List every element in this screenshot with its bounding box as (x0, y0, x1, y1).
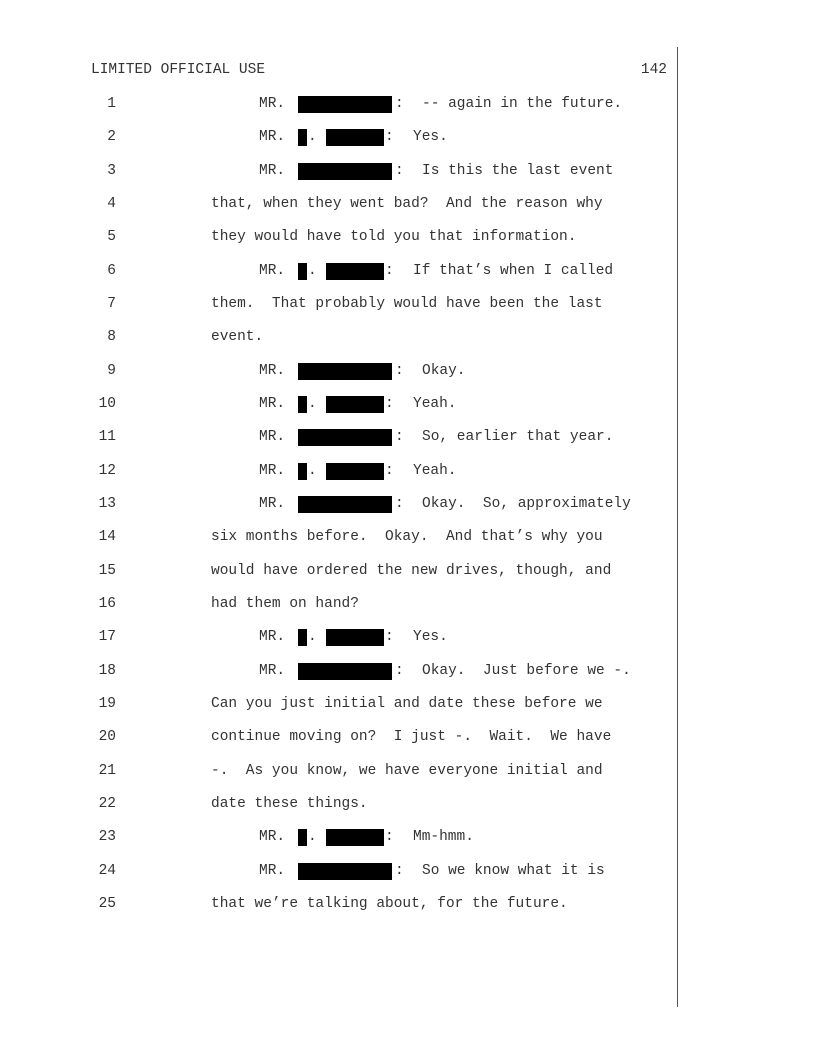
redaction-box (298, 163, 392, 180)
speaker-colon: : (395, 96, 404, 112)
line-text: them. That probably would have been the last (211, 296, 603, 312)
speaker-colon: : (385, 829, 394, 845)
line-number: 13 (98, 496, 116, 512)
transcript-line (0, 427, 677, 447)
page-number: 142 (640, 62, 667, 78)
line-text: -. As you know, we have everyone initial and (211, 763, 603, 779)
transcript-line (0, 394, 677, 414)
redaction-box (326, 829, 384, 846)
transcript-line (0, 261, 677, 281)
line-text: that we’re talking about, for the future. (211, 896, 568, 912)
right-margin-rule (677, 47, 678, 1007)
transcript-line (0, 661, 677, 681)
redaction-box (326, 463, 384, 480)
redaction-box (298, 429, 392, 446)
redaction-box (298, 829, 307, 846)
speaker-prefix: MR. (259, 629, 286, 645)
speaker-prefix: MR. (259, 863, 286, 879)
line-number: 22 (98, 796, 116, 812)
line-number: 2 (107, 129, 116, 145)
transcript-line (0, 861, 677, 881)
line-number: 18 (98, 663, 116, 679)
transcript-line (0, 227, 677, 247)
transcript-line (0, 694, 677, 714)
redaction-box (326, 629, 384, 646)
line-number: 5 (107, 229, 116, 245)
speaker-colon: : (395, 429, 404, 445)
speaker-colon: : (385, 629, 394, 645)
line-text: Can you just initial and date these before we (211, 696, 603, 712)
line-text: If that’s when I called (413, 263, 614, 279)
line-text: Mm-hmm. (413, 829, 474, 845)
line-number: 23 (98, 829, 116, 845)
line-text: Yes. (413, 629, 448, 645)
line-number: 24 (98, 863, 116, 879)
redaction-box (298, 96, 392, 113)
speaker-prefix: MR. (259, 396, 286, 412)
transcript-line (0, 561, 677, 581)
speaker-colon: : (385, 263, 394, 279)
line-text: Okay. (422, 363, 466, 379)
transcript-line (0, 794, 677, 814)
speaker-prefix: MR. (259, 663, 286, 679)
line-number: 1 (107, 96, 116, 112)
classification-header: LIMITED OFFICIAL USE (91, 62, 266, 78)
line-text: date these things. (211, 796, 368, 812)
transcript-line (0, 461, 677, 481)
transcript-line (0, 894, 677, 914)
line-text: continue moving on? I just -. Wait. We have (211, 729, 612, 745)
transcript-line (0, 361, 677, 381)
line-number: 17 (98, 629, 116, 645)
line-text: -- again in the future. (422, 96, 623, 112)
line-number: 20 (98, 729, 116, 745)
line-text: Yes. (413, 129, 448, 145)
redaction-box (298, 496, 392, 513)
speaker-colon: : (385, 463, 394, 479)
line-text: event. (211, 329, 264, 345)
speaker-prefix: MR. (259, 829, 286, 845)
redaction-box (298, 263, 307, 280)
redaction-box (298, 396, 307, 413)
line-number: 11 (98, 429, 116, 445)
line-text: Is this the last event (422, 163, 614, 179)
initial-dot: . (308, 396, 317, 412)
speaker-colon: : (395, 863, 404, 879)
line-text: Okay. So, approximately (422, 496, 631, 512)
transcript-line (0, 127, 677, 147)
initial-dot: . (308, 263, 317, 279)
line-number: 4 (107, 196, 116, 212)
speaker-prefix: MR. (259, 363, 286, 379)
line-number: 9 (107, 363, 116, 379)
line-text: So we know what it is (422, 863, 605, 879)
line-number: 8 (107, 329, 116, 345)
transcript-line (0, 594, 677, 614)
speaker-prefix: MR. (259, 429, 286, 445)
transcript-line (0, 727, 677, 747)
line-number: 3 (107, 163, 116, 179)
line-text: had them on hand? (211, 596, 359, 612)
redaction-box (298, 663, 392, 680)
transcript-line (0, 761, 677, 781)
line-text: Yeah. (413, 396, 457, 412)
line-number: 6 (107, 263, 116, 279)
redaction-box (298, 463, 307, 480)
line-text: six months before. Okay. And that’s why you (211, 529, 603, 545)
line-number: 16 (98, 596, 116, 612)
line-number: 12 (98, 463, 116, 479)
transcript-line (0, 527, 677, 547)
transcript-line (0, 494, 677, 514)
speaker-colon: : (395, 496, 404, 512)
line-text: So, earlier that year. (422, 429, 614, 445)
redaction-box (298, 129, 307, 146)
line-text: that, when they went bad? And the reason why (211, 196, 603, 212)
redaction-box (298, 863, 392, 880)
transcript-line (0, 94, 677, 114)
redaction-box (298, 629, 307, 646)
speaker-colon: : (395, 163, 404, 179)
line-number: 7 (107, 296, 116, 312)
redaction-box (326, 129, 384, 146)
speaker-prefix: MR. (259, 263, 286, 279)
line-number: 21 (98, 763, 116, 779)
initial-dot: . (308, 629, 317, 645)
initial-dot: . (308, 463, 317, 479)
speaker-colon: : (385, 129, 394, 145)
redaction-box (326, 396, 384, 413)
speaker-prefix: MR. (259, 463, 286, 479)
initial-dot: . (308, 829, 317, 845)
transcript-line (0, 627, 677, 647)
line-number: 25 (98, 896, 116, 912)
transcript-line (0, 161, 677, 181)
redaction-box (298, 363, 392, 380)
speaker-prefix: MR. (259, 496, 286, 512)
speaker-colon: : (395, 363, 404, 379)
transcript-line (0, 327, 677, 347)
line-number: 10 (98, 396, 116, 412)
speaker-prefix: MR. (259, 163, 286, 179)
transcript-line (0, 294, 677, 314)
line-number: 15 (98, 563, 116, 579)
speaker-colon: : (395, 663, 404, 679)
initial-dot: . (308, 129, 317, 145)
line-text: they would have told you that information. (211, 229, 577, 245)
transcript-line (0, 827, 677, 847)
line-number: 19 (98, 696, 116, 712)
speaker-prefix: MR. (259, 129, 286, 145)
line-text: would have ordered the new drives, though, and (211, 563, 612, 579)
redaction-box (326, 263, 384, 280)
line-text: Yeah. (413, 463, 457, 479)
speaker-prefix: MR. (259, 96, 286, 112)
speaker-colon: : (385, 396, 394, 412)
transcript-line (0, 194, 677, 214)
line-text: Okay. Just before we -. (422, 663, 631, 679)
line-number: 14 (98, 529, 116, 545)
